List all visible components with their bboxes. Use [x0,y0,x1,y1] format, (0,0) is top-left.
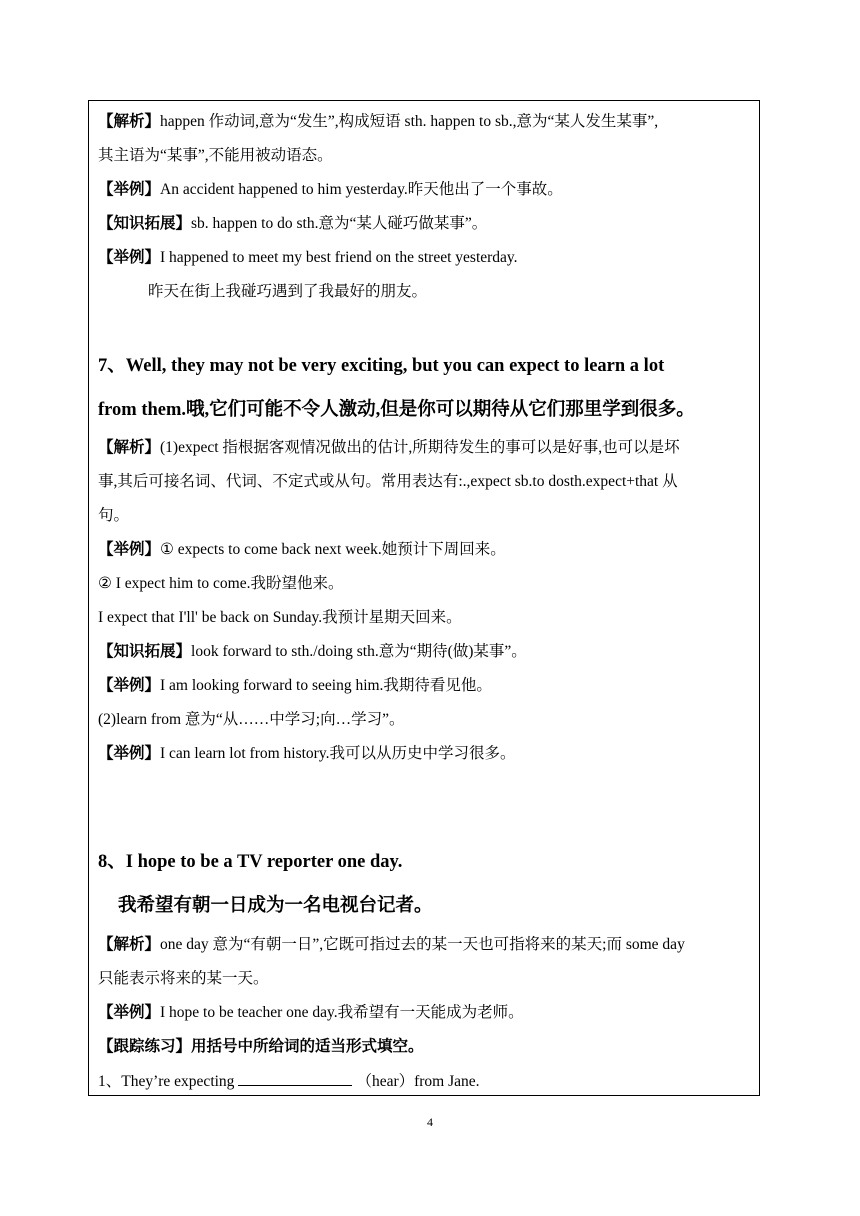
page-number: 4 [427,1115,433,1129]
example-line: ② I expect him to come.我盼望他来。 [98,575,344,592]
sentence-8-heading: 8、I hope to be a TV reporter one day. [98,852,403,872]
sentence-8-translation: 我希望有朝一日成为一名电视台记者。 [118,896,433,916]
extension-line: 【知识拓展】look forward to sth./doing sth.意为“期待(做)某事”。 [98,643,527,660]
practice-heading: 【跟踪练习】用括号中所给词的适当形式填空。 [98,1038,424,1055]
extension-line: 【知识拓展】sb. happen to do sth.意为“某人碰巧做某事”。 [98,215,488,232]
analysis-line-continued: 事,其后可接名词、代词、不定式或从句。常用表达有:.,expect sb.to dosth.expect+that 从 [98,473,678,490]
answer-blank[interactable] [238,1071,352,1086]
analysis-line: (2)learn from 意为“从……中学习;向…学习”。 [98,711,405,728]
example-line: 【举例】I hope to be teacher one day.我希望有一天能成为老师。 [98,1004,524,1021]
analysis-line-happen: 【解析】happen 作动词,意为“发生”,构成短语 sth. happen to sb.,意为“某人发生某事”, [98,113,659,130]
analysis-line-continued: 句。 [98,507,130,524]
example-line: 【举例】I happened to meet my best friend on the street yesterday. [98,249,518,266]
sentence-7-heading: 7、Well, they may not be very exciting, but you can expect to learn a lot [98,356,665,376]
example-line: I expect that I'll' be back on Sunday.我预计星期天回来。 [98,609,462,626]
sentence-7-heading-continued: from them.哦,它们可能不令人激动,但是你可以期待从它们那里学到很多。 [98,400,695,420]
analysis-line-continued: 只能表示将来的某一天。 [98,970,269,987]
example-line: 【举例】An accident happened to him yesterday.昨天他出了一个事故。 [98,181,563,198]
example-line: 【举例】I can learn lot from history.我可以从历史中学习很多。 [98,745,516,762]
analysis-line-continued: 其主语为“某事”,不能用被动语态。 [98,147,333,164]
analysis-line-one-day: 【解析】one day 意为“有朝一日”,它既可指过去的某一天也可指将来的某天;而 some day [98,936,685,953]
translation-line: 昨天在街上我碰巧遇到了我最好的朋友。 [148,283,428,300]
example-line: 【举例】① expects to come back next week.她预计下周回来。 [98,541,506,558]
analysis-line-expect: 【解析】(1)expect 指根据客观情况做出的估计,所期待发生的事可以是好事,也可以是坏 [98,439,680,456]
practice-question-1: 1、They’re expecting （hear）from Jane. [98,1073,480,1090]
example-line: 【举例】I am looking forward to seeing him.我期待看见他。 [98,677,492,694]
